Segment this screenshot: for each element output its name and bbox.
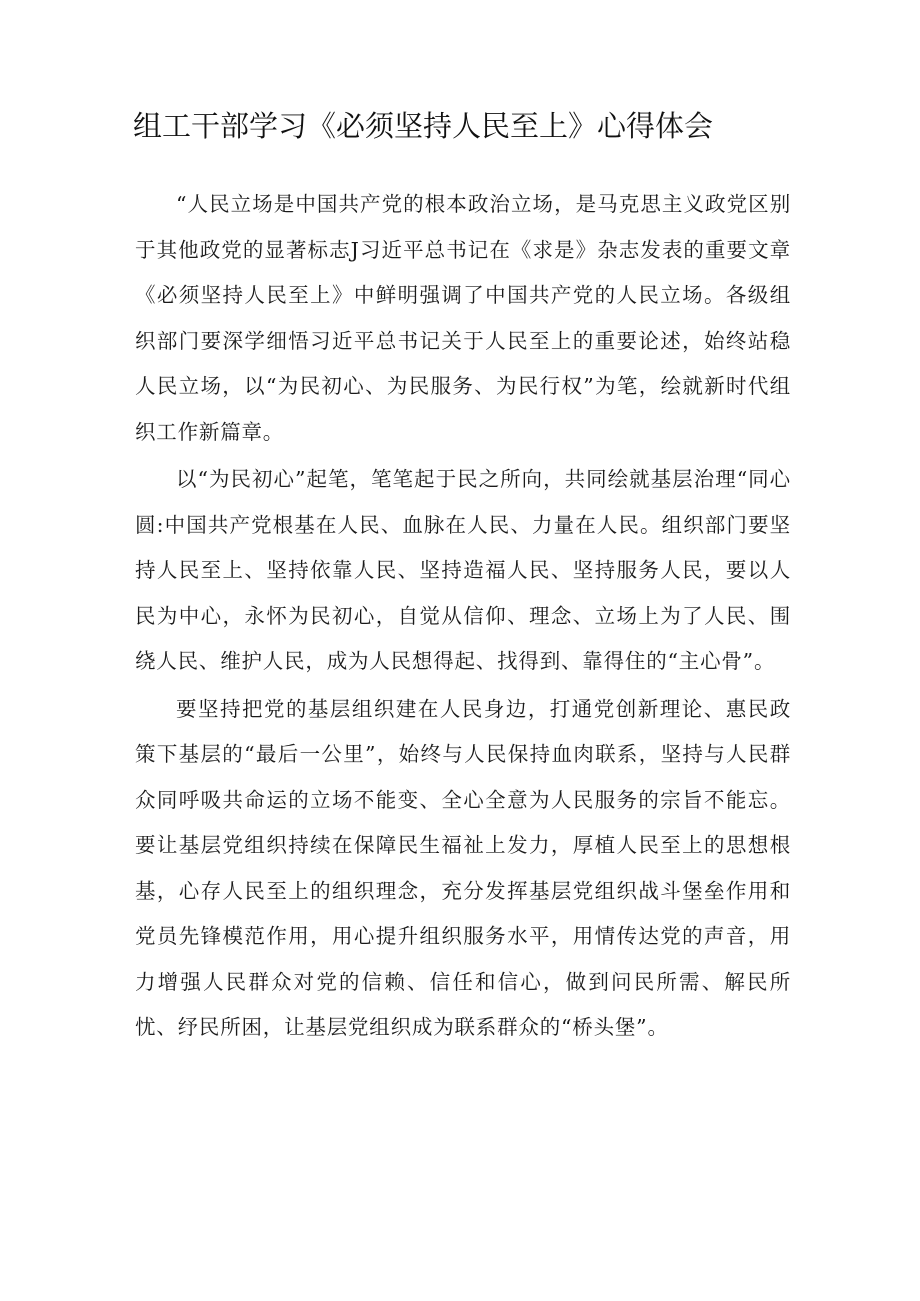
document-title: 组工干部学习《必须坚持人民至上》心得体会: [133, 109, 714, 143]
paragraph-2: 以“为民初心”起笔，笔笔起于民之所向，共同绘就基层治理“同心圆:中国共产党根基在人民、血脉在人民、力量在人民。组织部门要坚持人民至上、坚持依靠人民、坚持造福人民、坚持服务人民，要以人民为中心，永怀为民初心，自觉从信仰、理念、立场上为了人民、围绕人民、维护人民，成为人民想得起、找得到、靠得住的“主心骨”。: [135, 467, 791, 673]
paragraph-3: 要坚持把党的基层组织建在人民身边，打通党创新理论、惠民政策下基层的“最后一公里”，始终与人民保持血肉联系，坚持与人民群众同呼吸共命运的立场不能变、全心全意为人民服务的宗旨不能忘。要让基层党组织持续在保障民生福祉上发力，厚植人民至上的思想根基，心存人民至上的组织理念，充分发挥基层党组织战斗堡垒作用和党员先锋模范作用，用心提升组织服务水平，用情传达党的声音，用力增强人民群众对党的信赖、信任和信心，做到问民所需、解民所忧、纾民所困，让基层党组织成为联系群众的“桥头堡”。: [135, 696, 791, 1039]
paragraph-1: “人民立场是中国共产党的根本政治立场，是马克思主义政党区别于其他政党的显著标志J习近平总书记在《求是》杂志发表的重要文章《必须坚持人民至上》中鲜明强调了中国共产党的人民立场。各级组织部门要深学细悟习近平总书记关于人民至上的重要论述，始终站稳人民立场，以“为民初心、为民服务、为民行权”为笔，绘就新时代组织工作新篇章。: [135, 192, 791, 444]
document-body: [135, 182, 791, 1051]
